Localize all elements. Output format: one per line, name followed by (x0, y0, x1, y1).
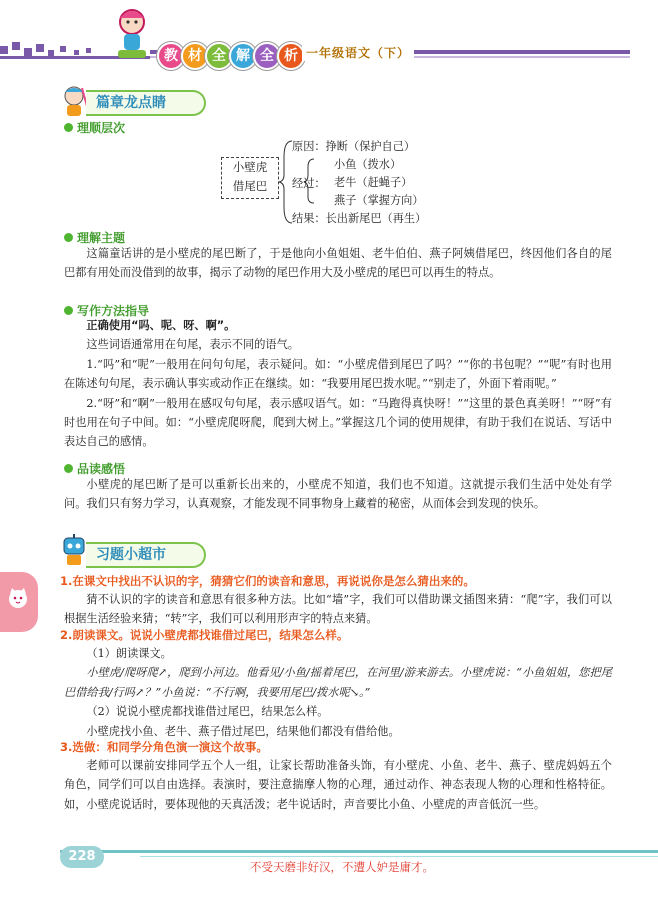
heading-order: 理顺层次 (64, 119, 125, 136)
question-2-heading: 2.朗读课文。说说小壁虎都找谁借过尾巴，结果怎么样。 (60, 628, 349, 642)
question-2-a: （1）朗读课文。 (86, 647, 172, 660)
tree-root-line2: 借尾巴 (232, 179, 268, 193)
title-char-1: 教 (157, 42, 185, 70)
method-paragraphs (64, 316, 612, 452)
question-2-b: （2）说说小壁虎都找谁借过尾巴，结果怎么样。 (86, 705, 329, 719)
header-title (155, 0, 305, 70)
heading-theme: 理解主题 (64, 229, 125, 246)
tree-result: 结果：长出新尾巴（再生） (292, 212, 427, 225)
section-banner-xiti (86, 542, 206, 568)
cat-face-icon (6, 586, 30, 610)
tree-process-3: 燕子（掌握方向） (334, 194, 424, 207)
tree-process-label: 经过： (292, 177, 326, 190)
question-3-text: 老师可以课前安排同学五个人一组，让家长帮助准备头饰，有小壁虎、小鱼、老牛、燕子、壁虎妈妈五个角色，同学们可以自由选择。表演时，要注意揣摩人物的心理，通过动作、神态表现人物的心理和性格特征。如，小壁虎说话时，要体现他的天真活泼；老牛说话时，声音要比小鱼、小壁虎的声音低沉一些。 (64, 759, 612, 811)
tree-process-1: 小鱼（拨水） (334, 158, 402, 171)
title-char-3: 全 (205, 42, 233, 70)
section-banner-pianzhang (86, 90, 206, 116)
method-bold: 正确使用“吗、呢、呀、啊”。 (86, 319, 236, 332)
footer-line-thin (140, 856, 658, 857)
footer-quote: 不受天磨非好汉，不遭人妒是庸才。 (250, 860, 434, 874)
heading-method: 写作方法指导 (64, 302, 149, 319)
question-1-answer (64, 590, 612, 629)
question-2-reading: 小壁虎/爬呀爬↗，爬到小河边。他看见/小鱼/摇着尾巴，在河里/游来游去。小壁虎说：“小鱼姐姐，您把尾巴借给我/行吗↗？”小鱼说：“不行啊，我要用尾巴/拨水呢↘。” (64, 666, 612, 699)
method-p3: 2.“呀”和“啊”一般用在感叹句句尾，表示感叹语气。如：“马跑得真快呀！”“这里的景色真美呀！”“呀”有时也用在句子中间。如：“小壁虎爬呀爬，爬到大树上。”掌握这几个词的使用规律，有助于我们在说话、写话中表达自己的感情。 (64, 396, 612, 449)
question-1-text: 猜不认识的字的读音和意思有很多种方法。比如“墙”字，我们可以借助课文插图来猜：“爬”字，我们可以根据生活经验来猜；“转”字，我们可以利用形声字的特点来猜。 (64, 593, 612, 626)
question-2-answer (64, 644, 612, 741)
header-subtitle: 一年级语文（下） (302, 44, 414, 61)
title-char-2: 材 (181, 42, 209, 70)
tree-root (221, 157, 279, 199)
footer-line (60, 850, 658, 853)
tree-cause: 原因：挣断（保护自己） (292, 140, 416, 153)
feel-paragraph (64, 475, 612, 514)
section-banner-title-2: 习题小超市 (96, 547, 166, 563)
title-char-6: 析 (277, 42, 305, 70)
mascot-icon (110, 6, 154, 62)
tree-process-2: 老牛（赶蝇子） (334, 176, 413, 189)
question-2-b-answer: 小壁虎找小鱼、老牛、燕子借过尾巴，结果他们都没有借给他。 (86, 724, 400, 738)
title-char-5: 全 (253, 42, 281, 70)
question-1-heading: 1.在课文中找出不认识的字，猜猜它们的读音和意思，再说说你是怎么猜出来的。 (60, 574, 475, 588)
section-banner-title: 篇章龙点睛 (96, 95, 166, 111)
heading-feel: 品读感悟 (64, 460, 125, 477)
method-p2: 1.“吗”和“呢”一般用在问句句尾，表示疑问。如：“小壁虎借到尾巴了吗？”“你的书包呢？”“呢”有时也用在陈述句句尾，表示确认事实或动作正在继续。如：“我要用尾巴拨水呢。”“别走了，外面下着雨呢。” (64, 357, 612, 391)
question-3-answer (64, 756, 612, 814)
method-p1: 这些词语通常用在句尾，表示不同的语气。 (86, 338, 299, 352)
feel-text: 小壁虎的尾巴断了是可以重新长出来的，小壁虎不知道，我们也不知道。这就提示我们生活中处处有学问。我们只有努力学习，认真观察，才能发现不同事物身上藏着的秘密，从而体会到发现的快乐。 (64, 478, 612, 511)
theme-paragraph (64, 244, 612, 283)
theme-text: 这篇童话讲的是小壁虎的尾巴断了，于是他向小鱼姐姐、老牛伯伯、燕子阿姨借尾巴，终因他们各自的尾巴都有用处而没借到的故事，揭示了动物的尾巴作用大及小壁虎的尾巴可以再生的特点。 (64, 247, 612, 280)
question-3-heading: 3.选做：和同学分角色演一演这个故事。 (60, 740, 268, 754)
tree-root-line1: 小壁虎 (232, 160, 268, 174)
title-char-4: 解 (229, 42, 257, 70)
page-number: 228 (60, 846, 104, 868)
